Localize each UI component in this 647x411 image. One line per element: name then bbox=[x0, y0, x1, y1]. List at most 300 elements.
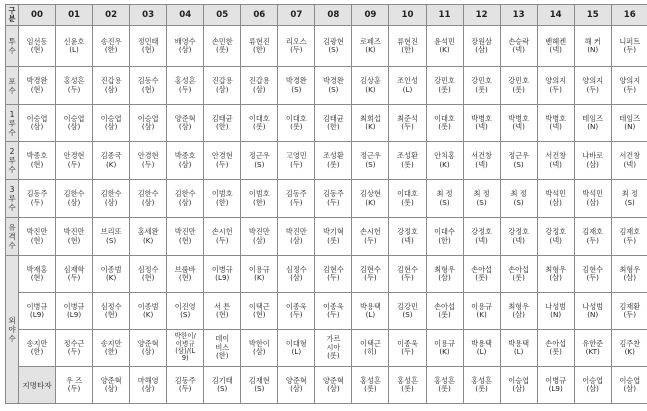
player-cell bbox=[389, 180, 426, 218]
player-cell bbox=[167, 293, 204, 330]
player-name: 유한준 bbox=[582, 338, 604, 348]
player-cell bbox=[93, 256, 130, 293]
player-cell bbox=[426, 26, 463, 67]
team-code: (삼) bbox=[327, 384, 340, 393]
player-cell bbox=[574, 180, 611, 218]
year-header: 11 bbox=[426, 5, 463, 26]
team-code: (K) bbox=[105, 273, 117, 282]
player-cell bbox=[204, 67, 241, 105]
team-code: (K) bbox=[439, 159, 450, 169]
player-cell bbox=[241, 180, 278, 218]
team-code: (두) bbox=[215, 159, 229, 169]
team-code: (L) bbox=[291, 347, 302, 356]
player-name: 브리또 bbox=[100, 227, 122, 237]
team-code: (롯) bbox=[475, 84, 488, 94]
player-name: 테임즈 bbox=[582, 113, 604, 123]
player-name: 김동주 bbox=[322, 189, 344, 199]
team-code: (롯) bbox=[438, 84, 451, 94]
team-code: (삼) bbox=[549, 197, 562, 207]
player-name: 김현수 bbox=[322, 264, 344, 274]
team-code: (넥) bbox=[549, 159, 562, 169]
player-cell bbox=[315, 256, 352, 293]
team-code: (삼) bbox=[253, 84, 266, 94]
player-name: 박종호 bbox=[174, 151, 196, 161]
player-name: 류현진 bbox=[248, 36, 270, 46]
team-code: (K) bbox=[254, 273, 265, 282]
team-code: (S) bbox=[328, 45, 339, 54]
player-cell bbox=[56, 218, 93, 256]
player-cell bbox=[315, 293, 352, 330]
player-name: 데이비스 bbox=[215, 334, 230, 352]
player-name: 이승엽 bbox=[63, 113, 85, 123]
player-cell bbox=[241, 218, 278, 256]
team-code: (삼) bbox=[512, 384, 525, 393]
player-cell bbox=[93, 218, 130, 256]
player-cell bbox=[315, 218, 352, 256]
player-cell bbox=[167, 218, 204, 256]
player-cell bbox=[537, 180, 574, 218]
position-row bbox=[6, 367, 647, 404]
player-cell bbox=[426, 180, 463, 218]
player-cell bbox=[352, 218, 389, 256]
team-code: (두) bbox=[586, 273, 599, 282]
team-code: (삼) bbox=[141, 384, 155, 393]
player-name: 최형우 bbox=[545, 264, 567, 274]
team-code: (넥) bbox=[475, 122, 488, 131]
player-name: 류현진 bbox=[397, 36, 418, 46]
player-cell bbox=[574, 330, 611, 367]
team-code: (K) bbox=[624, 347, 635, 356]
team-code: (삼) bbox=[586, 384, 599, 393]
position-label: 지명타자 bbox=[19, 367, 56, 404]
team-code: (한) bbox=[215, 197, 229, 207]
position-row bbox=[6, 142, 647, 180]
year-header: 08 bbox=[315, 5, 352, 26]
player-name: 최 정 bbox=[473, 189, 490, 199]
team-code: (L) bbox=[365, 310, 376, 319]
player-cell bbox=[56, 26, 93, 67]
team-code: (현) bbox=[141, 84, 155, 94]
player-cell bbox=[500, 67, 537, 105]
player-cell bbox=[56, 142, 93, 180]
player-name: 박진만 bbox=[285, 227, 307, 237]
player-cell bbox=[130, 293, 167, 330]
player-cell bbox=[93, 26, 130, 67]
team-code: (삼) bbox=[586, 197, 599, 207]
player-name: 박병호 bbox=[508, 113, 530, 123]
player-name: 이대형 bbox=[285, 338, 307, 348]
position-row bbox=[6, 330, 647, 367]
player-name: 조성환 bbox=[322, 151, 344, 161]
team-code: (N) bbox=[624, 122, 636, 131]
team-code: (삼) bbox=[512, 310, 525, 319]
corner-label: 구분 bbox=[6, 5, 19, 26]
player-cell bbox=[204, 218, 241, 256]
team-code: (삼) bbox=[290, 273, 303, 282]
player-name: 나성범 bbox=[582, 301, 604, 311]
player-cell bbox=[167, 367, 204, 404]
player-name: 이종범 bbox=[137, 301, 159, 311]
team-code: (롯) bbox=[364, 384, 377, 393]
player-cell bbox=[56, 256, 93, 293]
player-name: 박한이 bbox=[248, 338, 270, 348]
player-name: 서건창 bbox=[545, 151, 567, 161]
player-cell bbox=[278, 367, 315, 404]
team-code: (L) bbox=[402, 84, 413, 94]
player-name: 양준혁 bbox=[285, 375, 307, 385]
year-header: 10 bbox=[389, 5, 426, 26]
team-code: (넥) bbox=[549, 45, 562, 54]
player-cell bbox=[278, 293, 315, 330]
player-cell bbox=[167, 142, 204, 180]
team-code: (S) bbox=[513, 197, 524, 207]
player-cell bbox=[19, 256, 56, 293]
player-cell bbox=[19, 142, 56, 180]
player-cell bbox=[56, 330, 93, 367]
player-name: 가르시아 bbox=[326, 334, 341, 352]
team-code: (삼) bbox=[586, 159, 599, 169]
player-cell bbox=[93, 330, 130, 367]
player-name: 이종욱 bbox=[322, 301, 344, 311]
player-cell bbox=[352, 256, 389, 293]
player-cell bbox=[389, 26, 426, 67]
team-code: (L9) bbox=[29, 310, 45, 319]
player-name: 김재현 bbox=[248, 375, 270, 385]
player-name: 서건창 bbox=[619, 151, 641, 161]
player-cell bbox=[463, 218, 500, 256]
player-cell bbox=[204, 293, 241, 330]
team-code: (삼) bbox=[290, 235, 303, 245]
player-cell bbox=[389, 367, 426, 404]
team-code: (S) bbox=[365, 159, 376, 169]
position-row bbox=[6, 293, 647, 330]
player-name: 김한수 bbox=[100, 189, 122, 199]
team-code: (히) bbox=[364, 347, 377, 356]
player-name: 이병규 bbox=[26, 301, 48, 311]
player-name: 이대호 bbox=[397, 189, 418, 199]
player-name: 양준혁 bbox=[100, 375, 122, 385]
player-cell bbox=[278, 256, 315, 293]
player-cell bbox=[574, 67, 611, 105]
player-name: 홍성흔 bbox=[360, 375, 381, 385]
player-cell bbox=[56, 293, 93, 330]
player-name: 이택근 bbox=[248, 301, 270, 311]
player-name: 김종국 bbox=[100, 151, 122, 161]
player-name: 이승엽 bbox=[508, 375, 530, 385]
year-header: 12 bbox=[463, 5, 500, 26]
team-code: (현) bbox=[30, 235, 44, 245]
player-cell bbox=[130, 330, 167, 367]
team-code: (롯) bbox=[549, 347, 562, 356]
team-code: (삼) bbox=[141, 197, 155, 207]
year-header: 04 bbox=[167, 5, 204, 26]
team-code: (현) bbox=[67, 235, 81, 245]
player-name: 박진만 bbox=[63, 227, 85, 237]
player-cell bbox=[537, 105, 574, 142]
team-code: (S) bbox=[476, 197, 487, 207]
player-name: 정근우 bbox=[360, 151, 381, 161]
team-code: (L) bbox=[513, 347, 524, 356]
player-cell bbox=[463, 67, 500, 105]
player-name: 장원삼 bbox=[471, 36, 492, 46]
year-header: 02 bbox=[93, 5, 130, 26]
player-name: 박용택 bbox=[508, 338, 530, 348]
player-name: 김현수 bbox=[360, 264, 381, 274]
player-cell bbox=[426, 293, 463, 330]
player-name: 박재홍 bbox=[26, 264, 48, 274]
player-name: 박석민 bbox=[582, 189, 604, 199]
player-cell bbox=[537, 218, 574, 256]
team-code: (한) bbox=[104, 347, 118, 356]
player-cell bbox=[130, 67, 167, 105]
player-cell bbox=[19, 218, 56, 256]
player-name: 강정호 bbox=[397, 227, 418, 237]
player-cell bbox=[278, 218, 315, 256]
player-name: 홍성흔 bbox=[397, 375, 418, 385]
team-code: (한) bbox=[438, 235, 451, 245]
player-name: 정민태 bbox=[137, 36, 159, 46]
player-name: 이종욱 bbox=[285, 301, 307, 311]
player-name: 심정수 bbox=[285, 264, 307, 274]
player-cell bbox=[204, 142, 241, 180]
player-name: 김한수 bbox=[174, 189, 196, 199]
player-name: 이승엽 bbox=[582, 375, 604, 385]
player-name: 이대호 bbox=[248, 113, 270, 123]
player-name: 이대호 bbox=[285, 113, 307, 123]
player-name: 손시헌 bbox=[211, 227, 233, 237]
player-name: 강정호 bbox=[471, 227, 492, 237]
player-cell bbox=[611, 105, 647, 142]
team-code: (KT) bbox=[585, 347, 600, 356]
player-cell bbox=[352, 367, 389, 404]
team-code: (넥) bbox=[512, 122, 525, 131]
team-code: (삼) bbox=[178, 197, 192, 207]
player-cell bbox=[56, 367, 93, 404]
player-cell bbox=[167, 330, 204, 367]
team-code: (한) bbox=[253, 197, 266, 207]
player-name: 최준석 bbox=[397, 113, 418, 123]
player-name: 이대수 bbox=[434, 227, 455, 237]
team-code: (두) bbox=[67, 159, 81, 169]
player-name: 안경현 bbox=[211, 151, 233, 161]
team-code: (두) bbox=[401, 347, 414, 356]
player-name: 김재호 bbox=[582, 227, 604, 237]
player-cell bbox=[315, 367, 352, 404]
player-cell bbox=[352, 293, 389, 330]
player-name: 송지만 bbox=[100, 338, 122, 348]
player-name: 박진만 bbox=[174, 227, 196, 237]
team-code: (롯) bbox=[215, 45, 229, 54]
position-row bbox=[6, 218, 647, 256]
year-header: 00 bbox=[19, 5, 56, 26]
player-name: 송지만 bbox=[26, 338, 48, 348]
year-header: 13 bbox=[500, 5, 537, 26]
team-code: (삼) bbox=[30, 122, 44, 131]
player-cell bbox=[241, 105, 278, 142]
team-code: (현) bbox=[30, 84, 44, 94]
team-code: (현) bbox=[30, 159, 44, 169]
player-name: 김상훈 bbox=[360, 76, 381, 86]
player-cell bbox=[167, 180, 204, 218]
player-cell bbox=[241, 293, 278, 330]
team-code: (롯) bbox=[512, 273, 525, 282]
player-name: 진갑용 bbox=[211, 76, 233, 86]
player-cell bbox=[611, 180, 647, 218]
player-name: 최형우 bbox=[619, 264, 641, 274]
player-name: 양준혁 bbox=[174, 113, 196, 123]
team-code: (K) bbox=[365, 84, 376, 94]
player-cell bbox=[56, 105, 93, 142]
player-name: 양준혁 bbox=[322, 375, 344, 385]
player-name: 로페즈 bbox=[360, 36, 381, 46]
player-cell bbox=[463, 26, 500, 67]
player-cell bbox=[500, 180, 537, 218]
team-code: (현) bbox=[104, 310, 118, 319]
team-code: (K) bbox=[365, 45, 376, 54]
team-code: (K) bbox=[365, 197, 376, 207]
year-header: 14 bbox=[537, 5, 574, 26]
player-name: 박기혁 bbox=[322, 227, 344, 237]
player-cell bbox=[389, 67, 426, 105]
player-name: 박한이/이병규 bbox=[174, 332, 196, 348]
team-code: (한) bbox=[401, 45, 414, 54]
player-name: 강민호 bbox=[471, 76, 492, 86]
player-cell bbox=[278, 67, 315, 105]
player-cell bbox=[19, 330, 56, 367]
player-name: 정수근 bbox=[63, 338, 85, 348]
team-code: (삼) bbox=[104, 197, 118, 207]
player-name: 홍성흔 bbox=[471, 375, 492, 385]
player-name: 손아섭 bbox=[508, 264, 530, 274]
player-name: 손민한 bbox=[211, 36, 233, 46]
player-cell bbox=[241, 367, 278, 404]
player-cell bbox=[352, 330, 389, 367]
player-name: 나성범 bbox=[545, 301, 567, 311]
team-code: (L9) bbox=[66, 310, 82, 319]
player-name: 브룸바 bbox=[174, 264, 196, 274]
player-name: 우 즈 bbox=[65, 375, 83, 385]
team-code: (S) bbox=[217, 384, 228, 393]
team-code: (삼) bbox=[253, 235, 266, 245]
player-name: 손아섭 bbox=[471, 264, 492, 274]
position-row bbox=[6, 67, 647, 105]
player-name: 김광현 bbox=[322, 36, 344, 46]
team-code: (S) bbox=[254, 159, 265, 169]
team-code: (K) bbox=[143, 310, 154, 319]
year-header: 15 bbox=[574, 5, 611, 26]
team-code: (두) bbox=[30, 197, 44, 207]
player-name: 홍세완 bbox=[137, 227, 159, 237]
team-code: (삼) bbox=[178, 45, 192, 54]
team-code: (삼)/(L9) bbox=[175, 347, 196, 363]
player-cell bbox=[241, 26, 278, 67]
player-name: 김주찬 bbox=[619, 338, 641, 348]
position-label: 1루수 bbox=[6, 105, 19, 142]
player-cell bbox=[130, 180, 167, 218]
player-name: 마해영 bbox=[137, 375, 159, 385]
player-cell bbox=[204, 180, 241, 218]
position-label: 3루수 bbox=[6, 180, 19, 218]
team-code: (두) bbox=[623, 235, 637, 245]
player-name: 밴헤켄 bbox=[545, 36, 567, 46]
player-name: 홍성흔 bbox=[174, 76, 196, 86]
player-name: 이종범 bbox=[100, 264, 122, 274]
team-code: (두) bbox=[327, 273, 340, 282]
player-name: 안경현 bbox=[137, 151, 159, 161]
player-name: 윤석민 bbox=[434, 36, 455, 46]
player-name: 니퍼트 bbox=[619, 36, 641, 46]
player-cell bbox=[315, 330, 352, 367]
position-label: 투수 bbox=[6, 26, 19, 67]
player-name: 이범호 bbox=[248, 189, 270, 199]
team-code: (두) bbox=[586, 84, 599, 94]
player-name: 정근우 bbox=[248, 151, 270, 161]
player-cell bbox=[19, 180, 56, 218]
team-code: (K) bbox=[105, 159, 117, 169]
player-cell bbox=[500, 142, 537, 180]
player-cell bbox=[204, 26, 241, 67]
team-code: (삼) bbox=[623, 384, 637, 393]
position-row bbox=[6, 26, 647, 67]
player-cell bbox=[611, 67, 647, 105]
team-code: (현) bbox=[141, 45, 155, 54]
player-cell bbox=[204, 330, 241, 367]
year-header: 05 bbox=[204, 5, 241, 26]
player-cell bbox=[241, 256, 278, 293]
player-cell bbox=[56, 180, 93, 218]
player-name: 안치홍 bbox=[434, 151, 455, 161]
player-cell bbox=[426, 367, 463, 404]
player-cell bbox=[130, 256, 167, 293]
team-code: (S) bbox=[439, 197, 450, 207]
player-name: 이병규 bbox=[63, 301, 85, 311]
year-header: 16 bbox=[611, 5, 647, 26]
player-cell bbox=[278, 180, 315, 218]
player-cell bbox=[19, 105, 56, 142]
team-code: (두) bbox=[401, 273, 414, 282]
team-code: (두) bbox=[215, 235, 229, 245]
team-code: (두) bbox=[364, 273, 377, 282]
player-cell bbox=[537, 293, 574, 330]
player-cell bbox=[315, 105, 352, 142]
player-name: 이병규 bbox=[211, 264, 233, 274]
player-name: 박용택 bbox=[471, 338, 492, 348]
player-name: 김태균 bbox=[322, 113, 344, 123]
player-name: 김동주 bbox=[174, 375, 196, 385]
player-cell bbox=[204, 105, 241, 142]
player-name: 홍성흔 bbox=[434, 375, 455, 385]
team-code: (넥) bbox=[475, 159, 488, 169]
team-code: (N) bbox=[587, 122, 599, 131]
team-code: (L) bbox=[69, 45, 79, 54]
player-name: 김동주 bbox=[26, 189, 48, 199]
player-cell bbox=[611, 142, 647, 180]
player-name: 박석민 bbox=[545, 189, 567, 199]
team-code: (두) bbox=[623, 84, 637, 94]
player-cell bbox=[574, 26, 611, 67]
player-name: 손시헌 bbox=[360, 227, 381, 237]
player-name: 최 정 bbox=[436, 189, 453, 199]
player-name: 임선동 bbox=[26, 36, 48, 46]
team-code: (두) bbox=[586, 235, 599, 245]
player-cell bbox=[611, 293, 647, 330]
player-cell bbox=[463, 142, 500, 180]
team-code: (넥) bbox=[512, 45, 525, 54]
team-code: (S) bbox=[624, 197, 635, 207]
team-code: (L9) bbox=[548, 384, 563, 393]
player-cell bbox=[167, 256, 204, 293]
team-code: (현) bbox=[141, 273, 155, 282]
